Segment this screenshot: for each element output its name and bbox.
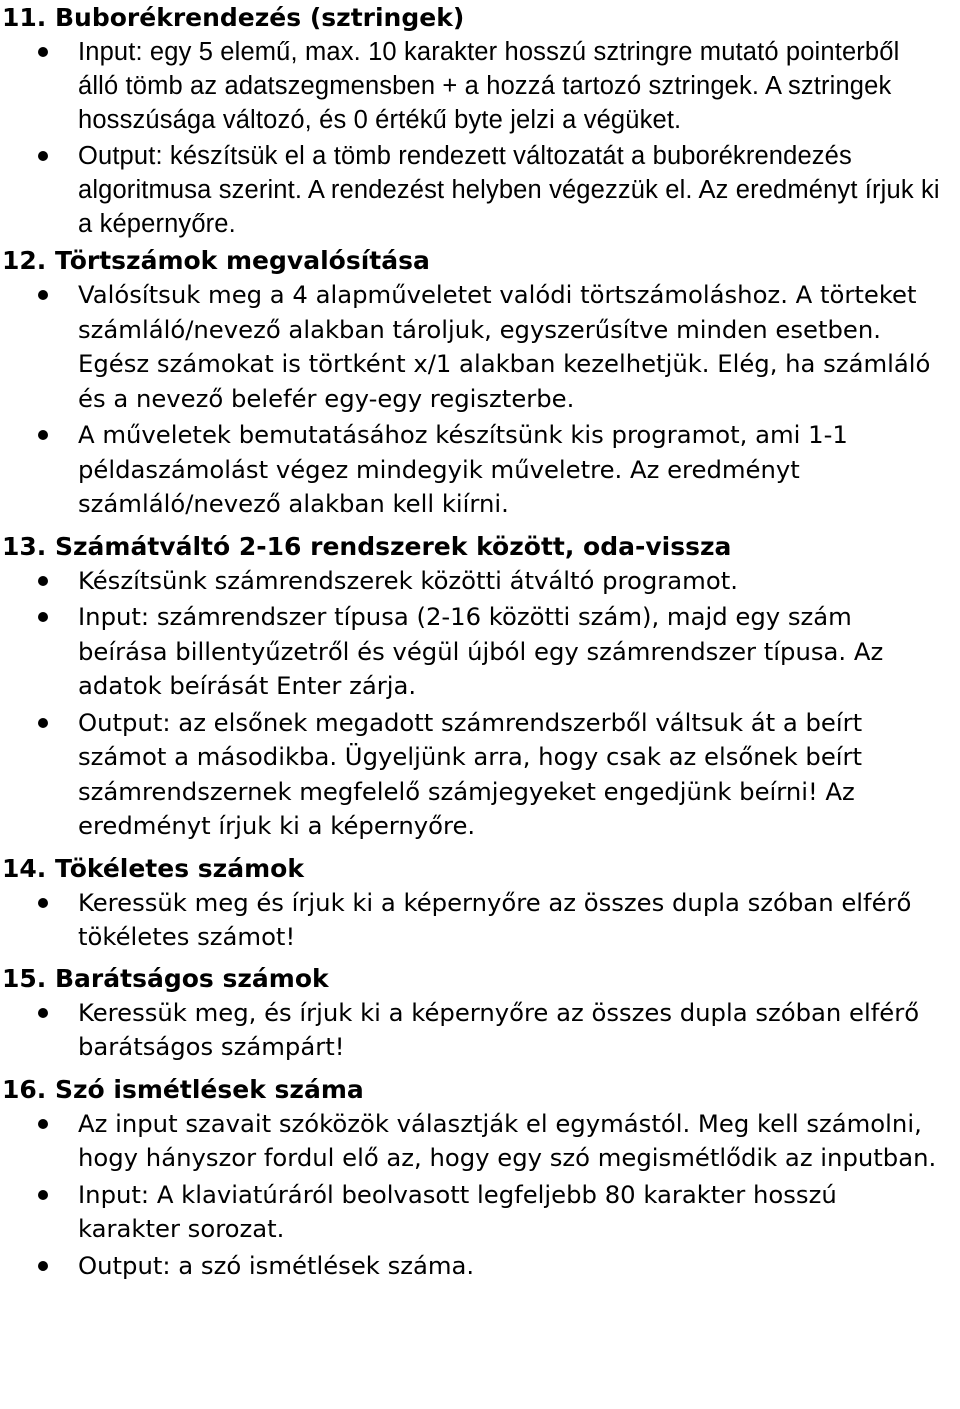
bullet-icon	[38, 718, 48, 728]
bullet-icon	[38, 151, 48, 161]
section-15	[0, 962, 960, 1065]
section-14	[0, 852, 960, 955]
bullet-list	[0, 886, 960, 955]
bullet-icon	[38, 430, 48, 440]
list-item-text: Input: számrendszer típusa (2-16 közötti szám), majd egy szám beírása billentyűzetről és végül újból egy számrendszer típusa. Az adatok beírását Enter zárja.	[78, 602, 884, 700]
list-item	[0, 139, 960, 241]
bullet-icon	[38, 898, 48, 908]
section-heading: 12. Törtszámok megvalósítása	[2, 246, 430, 275]
list-item-text: Output: a szó ismétlések száma.	[78, 1250, 475, 1280]
list-item-text: Input: egy 5 elemű, max. 10 karakter hosszú sztringre mutató pointerből álló tömb az adatszegmensben + a hozzá tartozó sztringek. A sztringek hosszúsága változó, és 0 értékű byte jelzi a végüket.	[78, 38, 900, 134]
section-16	[0, 1073, 960, 1284]
bullet-list	[0, 564, 960, 844]
section-12	[0, 244, 960, 522]
bullet-icon	[38, 576, 48, 586]
list-item	[0, 418, 960, 522]
list-item	[0, 600, 960, 704]
list-item-text: Valósítsuk meg a 4 alapműveletet valódi törtszámoláshoz. A törteket számláló/nevező alakban tároljuk, egyszerűsítve minden esetben. Egész számokat is törtként x/1 alakban kezelhetjük. Elég, ha számláló és a nevező belefér egy-egy regiszterbe.	[78, 280, 931, 413]
list-item	[0, 35, 960, 137]
list-item	[0, 278, 960, 416]
bullet-list	[0, 996, 960, 1065]
section-heading: 14. Tökéletes számok	[2, 853, 304, 883]
list-item-text: Output: az elsőnek megadott számrendszerből váltsuk át a beírt számot a másodikba. Ügyeljünk arra, hogy csak az elsőnek beírt számrendszernek megfelelő számjegyeket engedjünk beírni! Az eredményt írjuk ki a képernyőre.	[78, 707, 863, 840]
list-item	[0, 564, 960, 599]
bullet-icon	[38, 1190, 48, 1200]
list-item	[0, 1107, 960, 1176]
bullet-list	[0, 1107, 960, 1284]
list-item-text: Keressük meg és írjuk ki a képernyőre az összes dupla szóban elférő tökéletes számot!	[78, 887, 912, 951]
section-heading: 16. Szó ismétlések száma	[2, 1074, 364, 1104]
list-item	[0, 1249, 960, 1284]
section-heading: 13. Számátváltó 2-16 rendszerek között, oda-vissza	[2, 531, 732, 561]
section-heading: 15. Barátságos számok	[2, 963, 329, 993]
bullet-icon	[38, 612, 48, 622]
bullet-list	[0, 35, 960, 241]
bullet-list	[0, 278, 960, 522]
list-item-text: A műveletek bemutatásához készítsünk kis programot, ami 1-1 példaszámolást végez mindegyik műveletre. Az eredményt számláló/nevező alakban kell kiírni.	[78, 420, 848, 518]
list-item-text: Output: készítsük el a tömb rendezett változatát a buborékrendezés algoritmusa szerint. A rendezést helyben végezzük el. Az eredményt írjuk ki a képernyőre.	[78, 142, 940, 238]
bullet-icon	[38, 47, 48, 57]
bullet-icon	[38, 1008, 48, 1018]
list-item-text: Input: A klaviatúráról beolvasott legfeljebb 80 karakter hosszú karakter sorozat.	[78, 1179, 837, 1243]
section-11	[0, 1, 960, 241]
section-heading: 11. Buborékrendezés (sztringek)	[2, 3, 465, 32]
list-item	[0, 706, 960, 844]
list-item	[0, 1178, 960, 1247]
section-13	[0, 530, 960, 844]
list-item	[0, 996, 960, 1065]
list-item-text: Készítsünk számrendszerek közötti átváltó programot.	[78, 565, 738, 595]
list-item	[0, 886, 960, 955]
list-item-text: Az input szavait szóközök választják el egymástól. Meg kell számolni, hogy hányszor fordul elő az, hogy egy szó megismétlődik az inputban.	[78, 1108, 937, 1172]
bullet-icon	[38, 290, 48, 300]
bullet-icon	[38, 1119, 48, 1129]
list-item-text: Keressük meg, és írjuk ki a képernyőre az összes dupla szóban elférő barátságos számpárt!	[78, 997, 920, 1061]
bullet-icon	[38, 1261, 48, 1271]
